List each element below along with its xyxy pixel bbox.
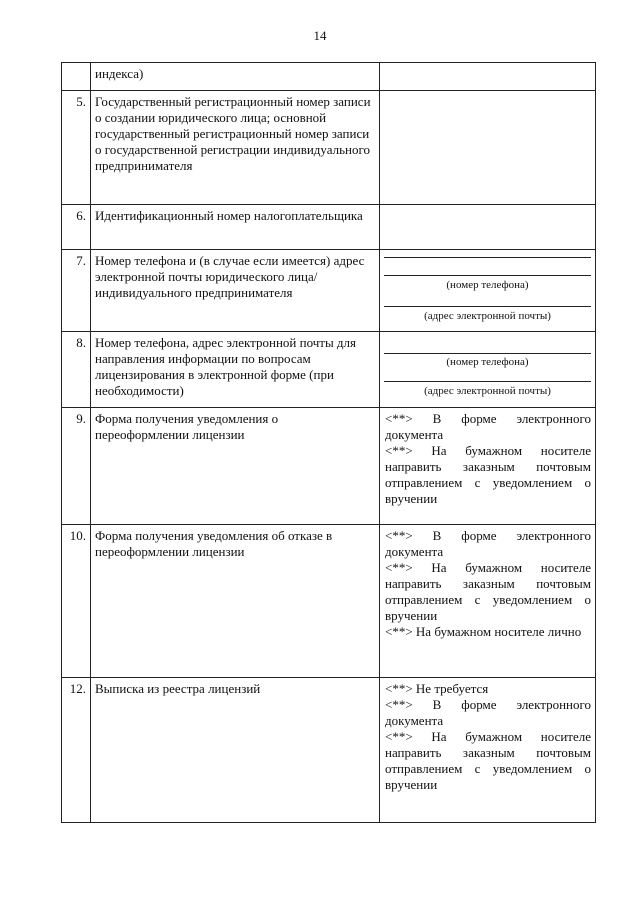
- row-label: Государственный регистрационный номер записи о создании юридического лица; основной государственный регистрационный номер записи о государственной регистрации индивидуального предпринимателя: [91, 91, 380, 205]
- option-electronic[interactable]: <**> В форме электронного документа: [385, 697, 591, 728]
- option-paper-mail[interactable]: <**> На бумажном носителе направить заказным почтовым отправлением с уведомлением о вручении: [385, 560, 591, 623]
- delivery-options: [380, 525, 596, 678]
- row-label: Выписка из реестра лицензий: [91, 678, 380, 823]
- row-label: Форма получения уведомления об отказе в переоформлении лицензии: [91, 525, 380, 678]
- option-paper-mail[interactable]: <**> На бумажном носителе направить заказным почтовым отправлением с уведомлением о вручении: [385, 443, 591, 506]
- row-label: Номер телефона, адрес электронной почты для направления информации по вопросам лицензирования в электронной форме (при необходимости): [91, 332, 380, 408]
- contact-fields: [380, 250, 596, 332]
- option-paper-in-person[interactable]: <**> На бумажном носителе лично: [385, 624, 582, 639]
- row-label: Идентификационный номер налогоплательщика: [91, 205, 380, 250]
- email-input-line[interactable]: [384, 369, 591, 382]
- page-number: 14: [313, 28, 327, 43]
- row-label: Форма получения уведомления о переоформлении лицензии: [91, 408, 380, 525]
- phone-line-top: [384, 250, 591, 258]
- delivery-options: [380, 678, 596, 823]
- table-row: [62, 408, 596, 525]
- phone-input-line[interactable]: [384, 258, 591, 276]
- table-row: [62, 250, 596, 332]
- row-number: 9.: [62, 408, 91, 525]
- row-value-field[interactable]: [380, 91, 596, 205]
- table-row: [62, 525, 596, 678]
- delivery-options: [380, 408, 596, 525]
- row-number: [62, 63, 91, 91]
- row-value-field[interactable]: [380, 63, 596, 91]
- row-number: 7.: [62, 250, 91, 332]
- contact-fields: [380, 332, 596, 408]
- row-value-field[interactable]: [380, 205, 596, 250]
- table-row: [62, 63, 596, 91]
- email-caption: (адрес электронной почты): [424, 385, 551, 397]
- row-number: 12.: [62, 678, 91, 823]
- row-number: 10.: [62, 525, 91, 678]
- application-form-table: [61, 62, 596, 823]
- row-number: 8.: [62, 332, 91, 408]
- table-row: [62, 678, 596, 823]
- option-not-required[interactable]: <**> Не требуется: [385, 681, 489, 696]
- phone-caption: (номер телефона): [446, 279, 529, 291]
- row-number: 5.: [62, 91, 91, 205]
- email-input-line[interactable]: [384, 292, 591, 307]
- table-row: [62, 91, 596, 205]
- email-caption: (адрес электронной почты): [424, 310, 551, 322]
- row-label: Номер телефона и (в случае если имеется) адрес электронной почты юридического лица/индивидуального предпринимателя: [91, 250, 380, 332]
- option-electronic[interactable]: <**> В форме электронного документа: [385, 411, 591, 442]
- table-row: [62, 332, 596, 408]
- phone-caption: (номер телефона): [446, 356, 529, 368]
- row-label: индекса): [91, 63, 380, 91]
- option-electronic[interactable]: <**> В форме электронного документа: [385, 528, 591, 559]
- row-number: 6.: [62, 205, 91, 250]
- phone-input-line[interactable]: [384, 332, 591, 354]
- table-row: [62, 205, 596, 250]
- option-paper-mail[interactable]: <**> На бумажном носителе направить заказным почтовым отправлением с уведомлением о вручении: [385, 729, 591, 792]
